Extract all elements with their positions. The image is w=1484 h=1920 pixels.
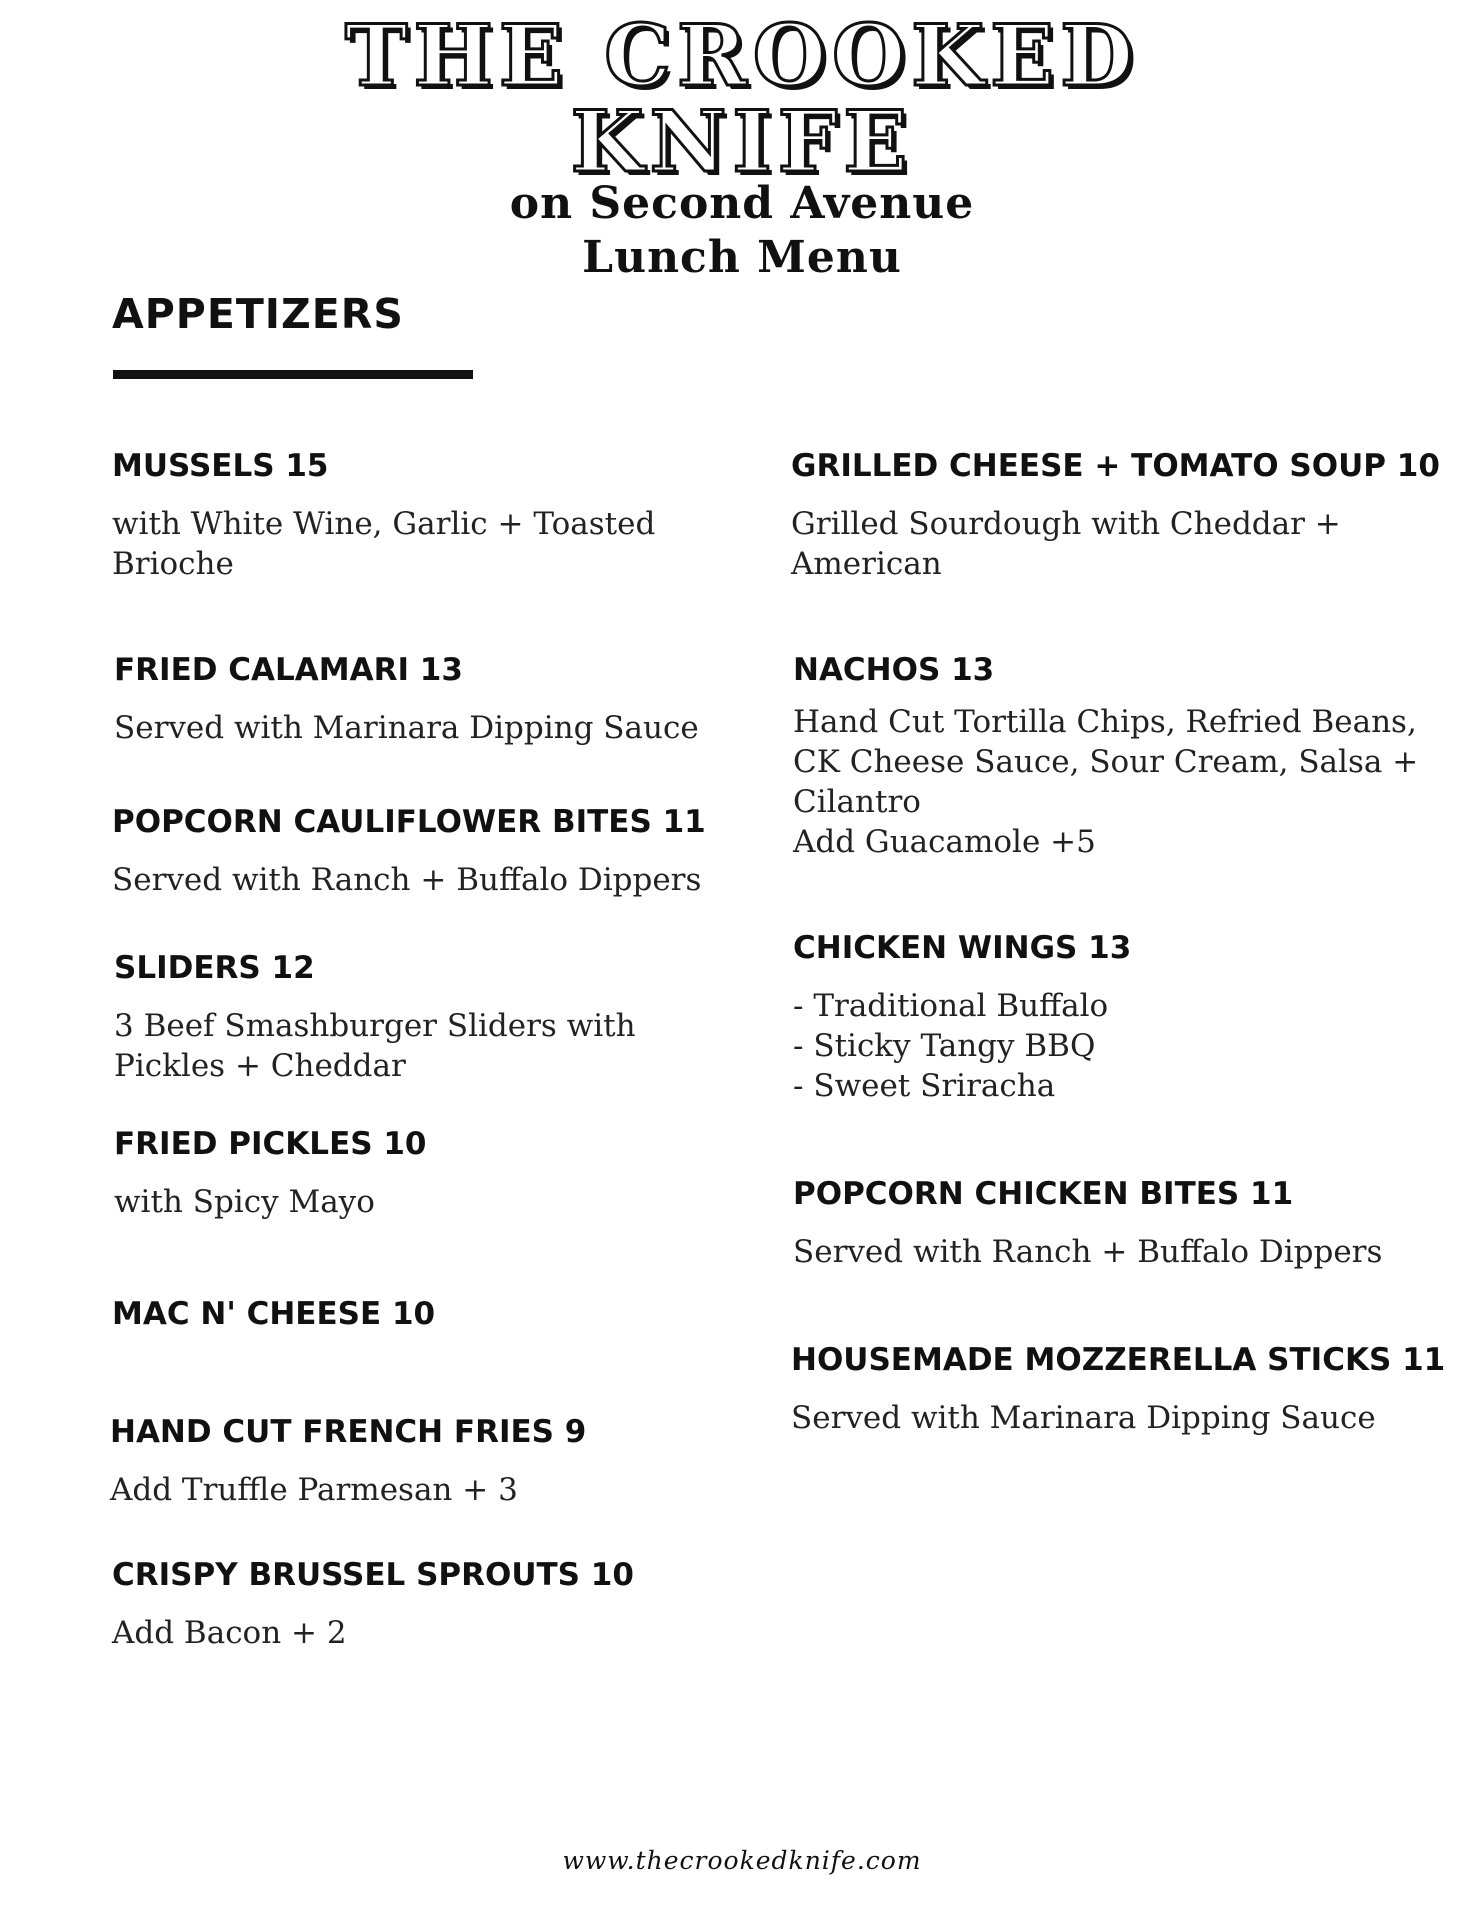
menu-item-description: Served with Marinara Dipping Sauce xyxy=(791,1400,1376,1436)
location-subtitle: on Second Avenue xyxy=(509,178,975,229)
menu-item xyxy=(791,1342,1445,1438)
menu-item-description: Served with Marinara Dipping Sauce xyxy=(114,710,699,746)
section-title-appetizers: APPETIZERS xyxy=(112,290,404,338)
menu-item xyxy=(793,930,1131,1106)
menu-item-name: POPCORN CHICKEN BITES 11 xyxy=(793,1176,1294,1212)
menu-item-description: Add Bacon + 2 xyxy=(112,1615,347,1651)
menu-item xyxy=(793,1176,1382,1272)
menu-item-name: SLIDERS 12 xyxy=(114,950,315,986)
menu-item-name: GRILLED CHEESE + TOMATO SOUP 10 xyxy=(791,448,1440,484)
menu-item-name: HAND CUT FRENCH FRIES 9 xyxy=(110,1414,587,1450)
menu-item-description: Served with Ranch + Buffalo Dippers xyxy=(793,1234,1383,1270)
menu-item-name: FRIED PICKLES 10 xyxy=(114,1126,427,1162)
menu-item-description: 3 Beef Smashburger Sliders with Pickles + Cheddar xyxy=(114,1008,636,1084)
restaurant-name-line2: KNIFE xyxy=(570,92,914,191)
menu-item-name: HOUSEMADE MOZZERELLA STICKS 11 xyxy=(791,1342,1446,1378)
menu-item-name: CRISPY BRUSSEL SPROUTS 10 xyxy=(112,1557,634,1593)
menu-item-name: FRIED CALAMARI 13 xyxy=(114,652,463,688)
menu-item xyxy=(791,448,1440,584)
menu-item-name: CHICKEN WINGS 13 xyxy=(793,930,1132,966)
menu-item-name: POPCORN CAULIFLOWER BITES 11 xyxy=(112,804,706,840)
menu-item-description: Grilled Sourdough with Cheddar + American xyxy=(791,506,1341,582)
menu-item-description: with Spicy Mayo xyxy=(114,1184,375,1220)
menu-name: Lunch Menu xyxy=(582,232,902,283)
menu-item-description: with White Wine, Garlic + Toasted Brioche xyxy=(112,506,656,582)
menu-item xyxy=(114,1126,427,1222)
menu-item-name: MAC N' CHEESE 10 xyxy=(112,1296,436,1332)
menu-item-name: NACHOS 13 xyxy=(793,652,995,688)
menu-item xyxy=(112,1296,435,1332)
website-url[interactable]: www.thecrookedknife.com xyxy=(562,1846,922,1875)
menu-item-description: Hand Cut Tortilla Chips, Refried Beans, CK Cheese Sauce, Sour Cream, Salsa + Cilantro Add Guacamole +5 xyxy=(793,704,1419,860)
menu-item xyxy=(793,652,1418,862)
menu-item-description: Served with Ranch + Buffalo Dippers xyxy=(112,862,702,898)
menu-item xyxy=(114,652,699,748)
menu-item xyxy=(112,448,655,584)
menu-item xyxy=(110,1414,586,1510)
menu-item-description: Add Truffle Parmesan + 3 xyxy=(110,1472,518,1508)
menu-item xyxy=(114,950,636,1086)
menu-item-description: - Traditional Buffalo - Sticky Tangy BBQ - Sweet Sriracha xyxy=(793,988,1109,1104)
menu-item-name: MUSSELS 15 xyxy=(112,448,329,484)
restaurant-name-line1: THE CROOKED xyxy=(344,6,1140,105)
menu-item xyxy=(112,1557,634,1653)
menu-item xyxy=(112,804,706,900)
section-underline xyxy=(113,370,473,379)
